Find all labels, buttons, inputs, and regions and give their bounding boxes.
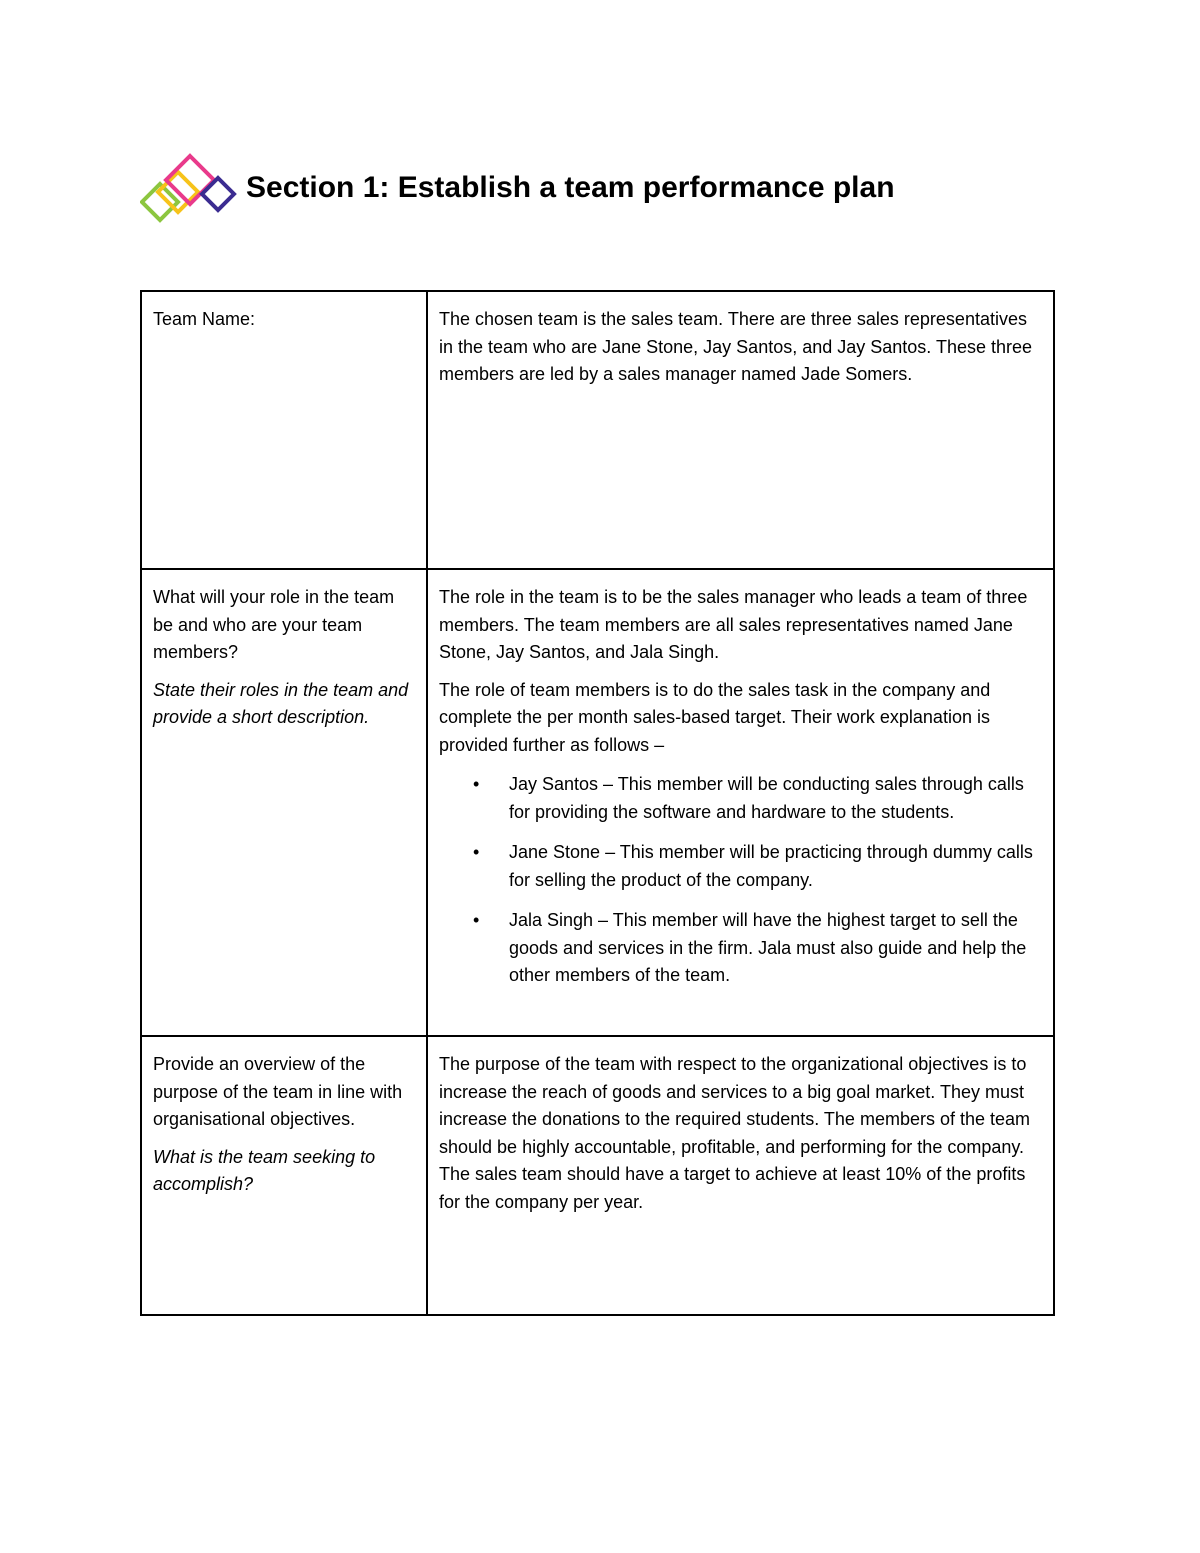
table-row-role bbox=[141, 569, 1054, 1036]
answer-paragraph: The chosen team is the sales team. There are three sales representatives in the team who are Jane Stone, Jay Santos, and Jay Santos. These three members are led by a sales manager named Jade Somers. bbox=[439, 309, 1033, 384]
row-label-cell bbox=[141, 291, 427, 569]
bullet-icon: • bbox=[473, 910, 480, 930]
table-row-team-name bbox=[141, 291, 1054, 569]
row-label-cell bbox=[141, 569, 427, 1036]
answer-paragraph: The role in the team is to be the sales manager who leads a team of three members. The team members are all sales representatives named Jane Stone, Jay Santos, and Jala Singh. bbox=[439, 587, 1028, 662]
table-row-purpose bbox=[141, 1036, 1054, 1315]
list-item-text: Jay Santos – This member will be conducting sales through calls for providing the software and hardware to the students. bbox=[509, 774, 1024, 822]
row-answer-cell bbox=[427, 1036, 1054, 1315]
section-header bbox=[140, 150, 895, 226]
row-label: Provide an overview of the purpose of the team in line with organisational objectives. bbox=[153, 1054, 403, 1129]
answer-paragraph: The purpose of the team with respect to the organizational objectives is to increase the reach of goods and services to a big goal market. They must increase the donations to the required students. The members of the team should be highly accountable, profitable, and performing for the company. The sales team should have a target to achieve at least 10% of the profits for the company per year. bbox=[439, 1054, 1031, 1212]
overlapping-diamonds-logo bbox=[140, 150, 238, 226]
list-item bbox=[439, 771, 1043, 826]
row-label-cell bbox=[141, 1036, 427, 1315]
bullet-icon: • bbox=[473, 842, 480, 862]
answer-paragraph: The role of team members is to do the sales task in the company and complete the per month sales-based target. Their work explanation is provided further as follows – bbox=[439, 679, 991, 755]
row-label: What will your role in the team be and who are your team members? bbox=[153, 587, 395, 662]
bullet-icon: • bbox=[473, 774, 480, 794]
page-title: Section 1: Establish a team performance plan bbox=[246, 171, 895, 204]
list-item bbox=[439, 839, 1043, 894]
row-label-note: What is the team seeking to accomplish? bbox=[153, 1146, 376, 1194]
team-plan-table bbox=[140, 290, 1055, 1316]
member-bullet-list bbox=[439, 771, 1043, 990]
list-item-text: Jala Singh – This member will have the highest target to sell the goods and services in the firm. Jala must also guide and help the other members of the team. bbox=[509, 910, 1027, 985]
row-label-note: State their roles in the team and provide a short description. bbox=[153, 679, 409, 727]
row-answer-cell bbox=[427, 291, 1054, 569]
row-label: Team Name: bbox=[153, 309, 256, 329]
row-answer-cell bbox=[427, 569, 1054, 1036]
list-item-text: Jane Stone – This member will be practicing through dummy calls for selling the product of the company. bbox=[509, 842, 1033, 890]
list-item bbox=[439, 907, 1043, 990]
